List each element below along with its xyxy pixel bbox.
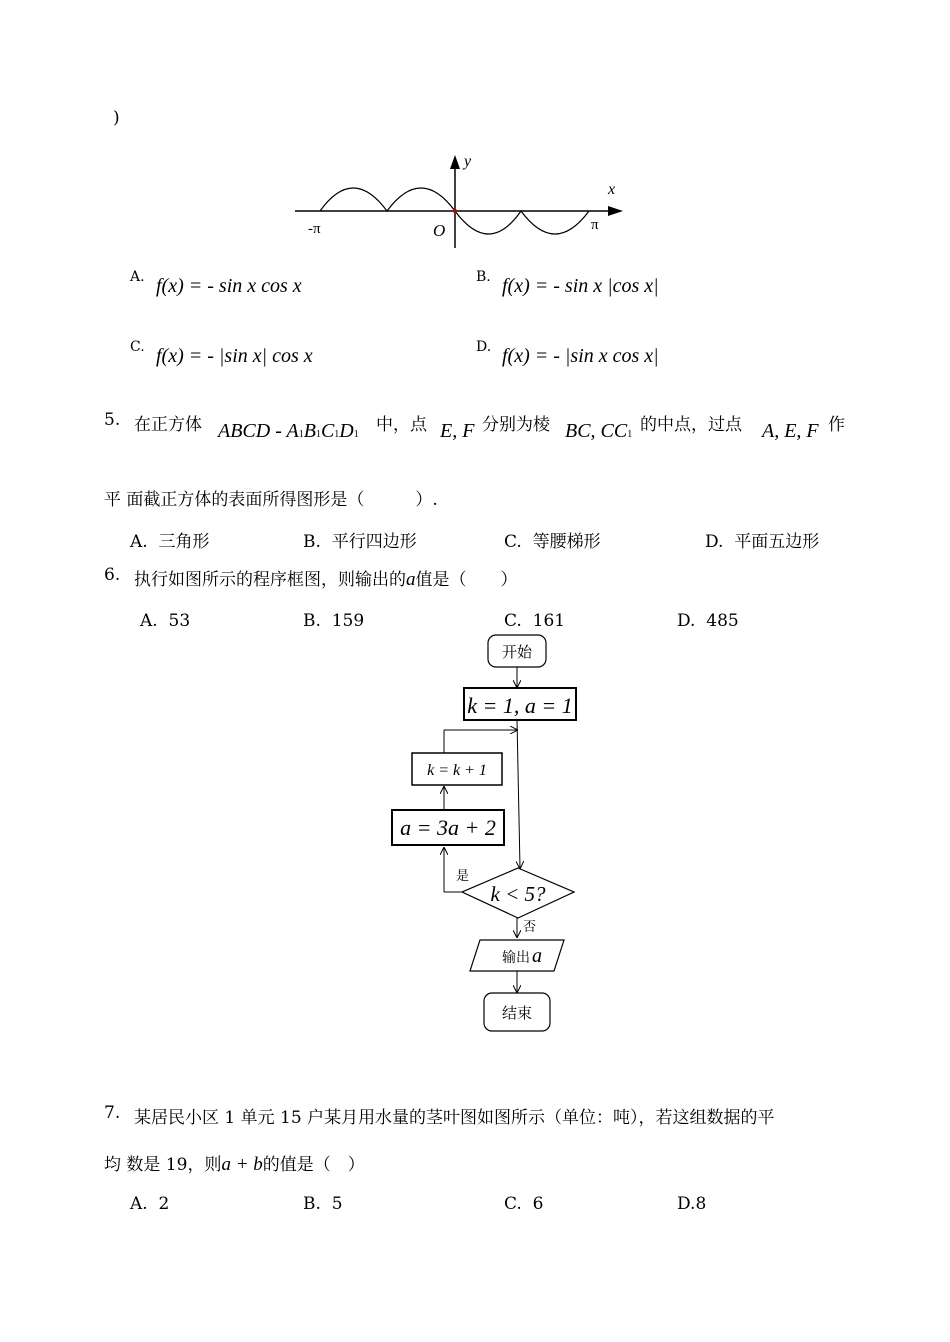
option-formula: f(x) = - |sin x cos x| bbox=[502, 345, 659, 367]
q5-cube: ABCD - A1B1C1D1 bbox=[218, 420, 359, 442]
no-label: 否 bbox=[523, 919, 537, 934]
q5-text-1: 在正方体 bbox=[134, 415, 202, 435]
option-label: D. bbox=[476, 339, 492, 355]
q6-text-1: 执行如图所示的程序框图，则输出的a值是（ ） bbox=[134, 569, 518, 590]
q7-option-d[interactable]: D.8 bbox=[677, 1194, 707, 1214]
q7-line-2: 均 数是 19，则a + b的值是（ ） bbox=[104, 1154, 365, 1175]
y-axis-arrow bbox=[450, 155, 460, 169]
option-formula: f(x) = - sin x cos x bbox=[156, 275, 302, 297]
option-formula: f(x) = - sin x |cos x| bbox=[502, 275, 659, 297]
q5-option-a[interactable]: A. 三角形 bbox=[130, 532, 210, 552]
output-var: a bbox=[532, 945, 542, 967]
output-label: 输出 bbox=[502, 951, 530, 966]
left-tick-label: -π bbox=[308, 221, 321, 237]
option-label: C. bbox=[130, 339, 145, 355]
q6-option-b[interactable]: B. 159 bbox=[303, 611, 365, 631]
q5-text-2: 中，点 bbox=[376, 415, 427, 435]
q6-number: 6. bbox=[104, 565, 121, 585]
x-axis-arrow bbox=[608, 206, 623, 216]
option-label: B. bbox=[476, 269, 491, 285]
x-axis-label: x bbox=[608, 181, 616, 198]
arrow-init-condition bbox=[517, 720, 520, 868]
q6-option-c[interactable]: C. 161 bbox=[504, 611, 566, 631]
q7-option-c[interactable]: C. 6 bbox=[504, 1194, 544, 1214]
increment-label: k = k + 1 bbox=[427, 762, 487, 779]
option-formula: f(x) = - |sin x| cos x bbox=[156, 345, 313, 367]
q5-option-b[interactable]: B. 平行四边形 bbox=[303, 532, 417, 552]
q5-edges: BC, CC1 bbox=[565, 420, 633, 442]
end-label: 结束 bbox=[501, 1006, 533, 1022]
q5-points-2: A, E, F bbox=[762, 420, 819, 442]
q5-number: 5. bbox=[104, 410, 121, 430]
q7-option-a[interactable]: A. 2 bbox=[130, 1194, 170, 1214]
q5-text-3: 分别为棱 bbox=[482, 415, 550, 435]
yes-label: 是 bbox=[456, 868, 470, 883]
start-label: 开始 bbox=[501, 645, 533, 661]
q5-option-c[interactable]: C. 等腰梯形 bbox=[504, 532, 601, 552]
sine-graph bbox=[290, 150, 630, 250]
init-label: k = 1, a = 1 bbox=[467, 693, 573, 718]
origin-label: O bbox=[433, 221, 446, 240]
curve-left bbox=[320, 188, 455, 211]
option-label: A. bbox=[130, 269, 145, 285]
curve-right bbox=[455, 211, 589, 234]
update-label: a = 3a + 2 bbox=[400, 815, 496, 840]
origin-dot bbox=[453, 209, 457, 213]
q5-points-1: E, F bbox=[440, 420, 475, 442]
q5-text-5: 作 bbox=[828, 415, 845, 435]
top-fragment: ) bbox=[113, 108, 120, 128]
condition-label: k < 5? bbox=[490, 882, 546, 906]
q5-line-2: 平 面截正方体的表面所得图形是（ ）. bbox=[104, 490, 438, 510]
y-axis-label: y bbox=[464, 153, 472, 170]
q7-option-b[interactable]: B. 5 bbox=[303, 1194, 343, 1214]
q6-option-d[interactable]: D. 485 bbox=[677, 611, 739, 631]
q5-text-4: 的中点，过点 bbox=[640, 415, 742, 435]
right-tick-label: π bbox=[591, 217, 599, 233]
q7-number: 7. bbox=[104, 1103, 121, 1123]
q7-line-1: 某居民小区 1 单元 15 户某月用水量的茎叶图如图所示（单位：吨），若这组数据的平 bbox=[134, 1108, 775, 1128]
q6-option-a[interactable]: A. 53 bbox=[140, 611, 191, 631]
q5-option-d[interactable]: D. 平面五边形 bbox=[705, 532, 820, 552]
flowchart bbox=[380, 630, 600, 1040]
